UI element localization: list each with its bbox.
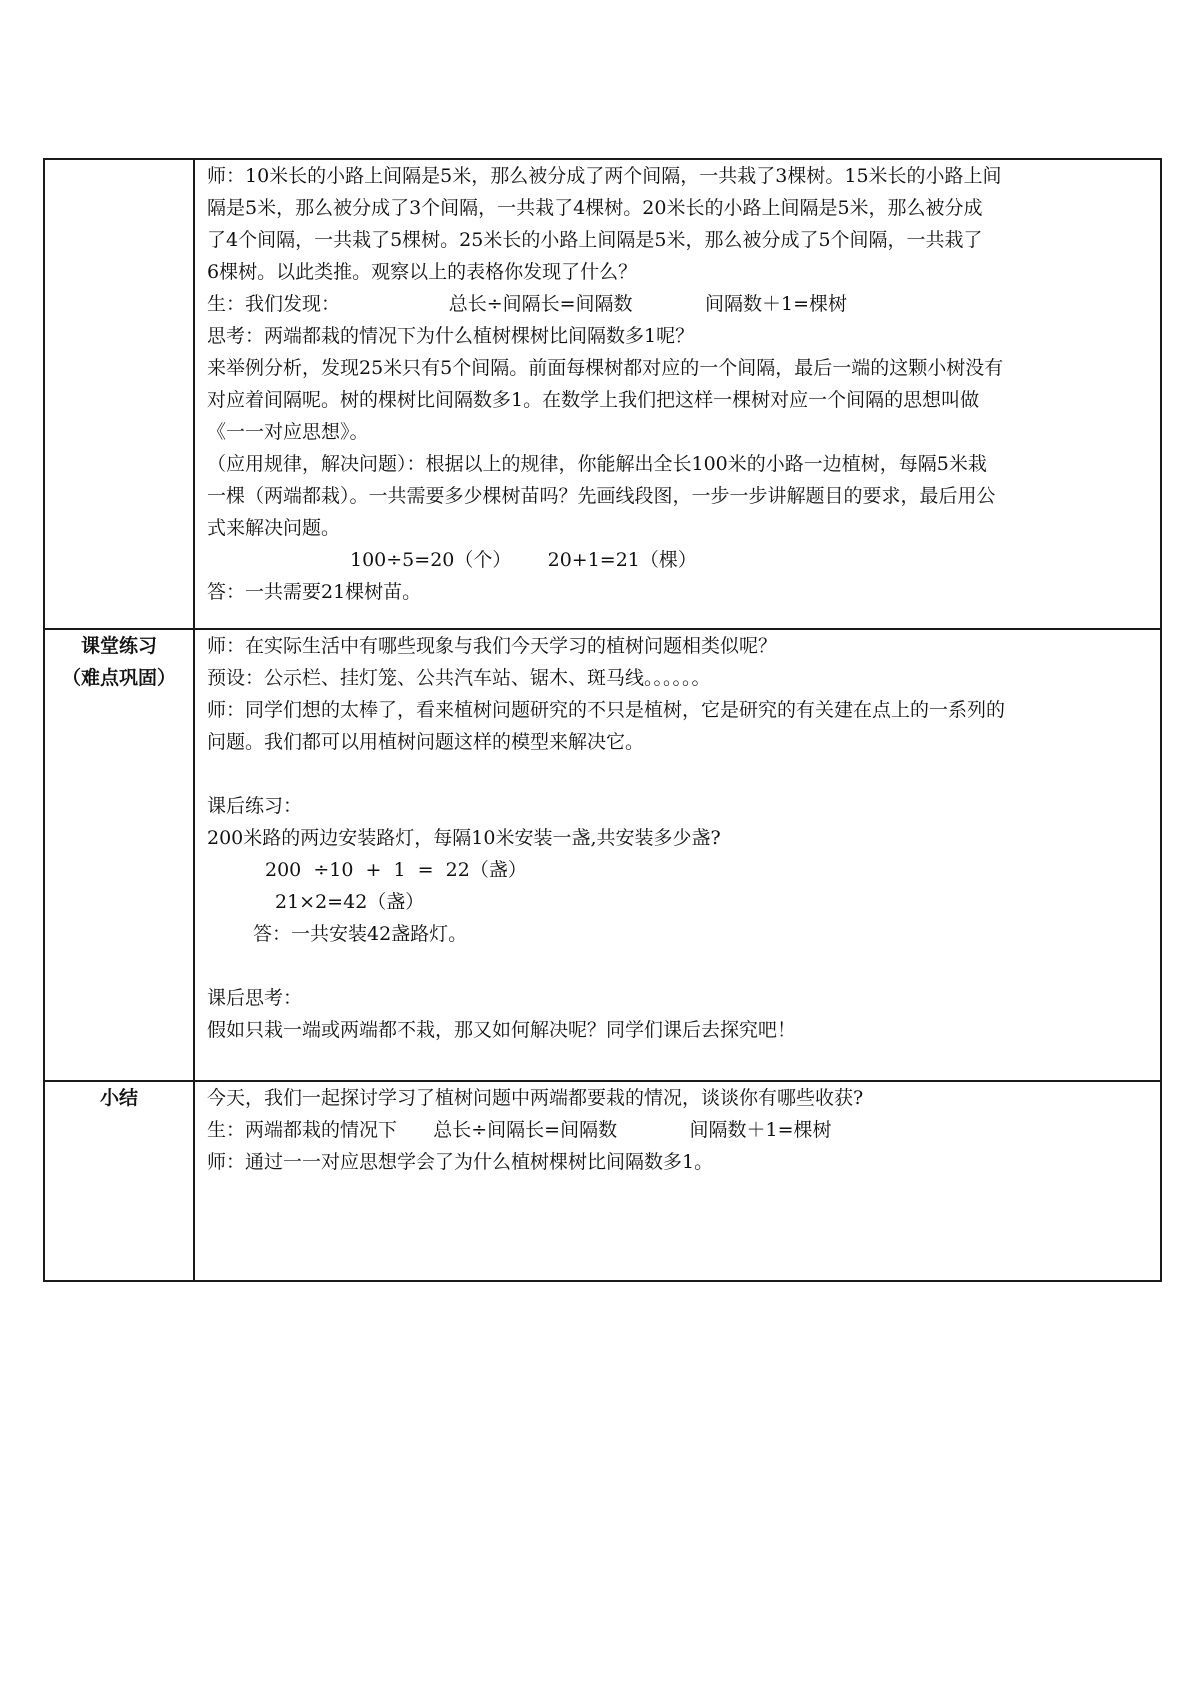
content-line: 了4个间隔，一共栽了5棵树。25米长的小路上间隔是5米，那么被分成了5个间隔，一共栽了 <box>207 229 983 251</box>
practice-step: 200 ÷10 + 1 = 22（盏） <box>265 859 527 881</box>
content-line: 《一一对应思想》。 <box>207 421 369 443</box>
row-label-summary <box>44 1081 194 1281</box>
content-line: 对应着间隔呢。树的棵树比间隔数多1。在数学上我们把这样一棵树对应一个间隔的思想叫做 <box>207 389 980 411</box>
content-line: 来举例分析，发现25米只有5个间隔。前面每棵树都对应的一个间隔，最后一端的这颗小树没有 <box>207 357 1004 379</box>
spacer <box>207 950 1150 982</box>
table-row-classroom-practice <box>44 629 1161 1081</box>
content-line: 思考：两端都栽的情况下为什么植树棵树比间隔数多1呢？ <box>207 325 695 347</box>
summary-content <box>194 1081 1161 1281</box>
content-line: 问题。我们都可以用植树问题这样的模型来解决它。 <box>207 731 645 753</box>
classroom-practice-content <box>194 629 1161 1081</box>
content-line: 今天，我们一起探讨学习了植树问题中两端都要栽的情况，谈谈你有哪些收获? <box>207 1087 864 1109</box>
row-label-title: 小结 <box>99 1087 138 1109</box>
student-discovery-line: 生：我们发现： 总长÷间隔长=间隔数 间隔数＋1=棵树 <box>207 293 848 315</box>
content-line: 式来解决问题。 <box>207 517 341 539</box>
spacer <box>207 758 1150 790</box>
table-row-summary <box>44 1081 1161 1281</box>
content-line: （应用规律，解决问题）：根据以上的规律，你能解出全长100米的小路一边植树，每隔5米栽 <box>207 453 987 475</box>
think-title: 课后思考： <box>207 987 303 1009</box>
content-line: 师：在实际生活中有哪些现象与我们今天学习的植树问题相类似呢？ <box>207 635 778 657</box>
content-line: 师：通过一一对应思想学会了为什么植树棵树比间隔数多1。 <box>207 1151 714 1173</box>
content-line: 师：同学们想的太棒了，看来植树问题研究的不只是植树，它是研究的有关建在点上的一系列的 <box>207 699 1006 721</box>
lesson-plan-table <box>43 158 1162 1282</box>
row-label-classroom-practice <box>44 629 194 1081</box>
content-line: 生：两端都栽的情况下 总长÷间隔长=间隔数 间隔数＋1=棵树 <box>207 1119 832 1141</box>
practice-question: 200米路的两边安装路灯，每隔10米安装一盏,共安装多少盏? <box>207 827 721 849</box>
row-label-subtitle: （难点巩固） <box>61 667 176 689</box>
content-line: 一棵（两端都栽）。一共需要多少棵树苗吗？先画线段图，一步一步讲解题目的要求，最后用公 <box>207 485 996 507</box>
table-row-teaching-process <box>44 159 1161 629</box>
content-line: 师：10米长的小路上间隔是5米，那么被分成了两个间隔，一共栽了3棵树。15米长的小路上间 <box>207 165 1002 187</box>
row-label-title: 课堂练习 <box>80 635 157 657</box>
answer-line: 答：一共需要21棵树苗。 <box>207 581 422 603</box>
content-line: 预设：公示栏、挂灯笼、公共汽车站、锯木、斑马线。。。。。。 <box>207 667 711 689</box>
teaching-process-content <box>194 159 1161 629</box>
think-text: 假如只栽一端或两端都不栽，那又如何解决呢？同学们课后去探究吧！ <box>207 1019 797 1041</box>
row-label-empty <box>44 159 194 629</box>
practice-title: 课后练习： <box>207 795 303 817</box>
content-line: 隔是5米，那么被分成了3个间隔，一共栽了4棵树。20米长的小路上间隔是5米，那么被分成 <box>207 197 983 219</box>
practice-answer: 答：一共安装42盏路灯。 <box>253 923 468 945</box>
formula-line: 100÷5=20（个） 20+1=21（棵） <box>350 549 697 571</box>
practice-step: 21×2=42（盏） <box>275 891 425 913</box>
content-line: 6棵树。以此类推。观察以上的表格你发现了什么？ <box>207 261 638 283</box>
